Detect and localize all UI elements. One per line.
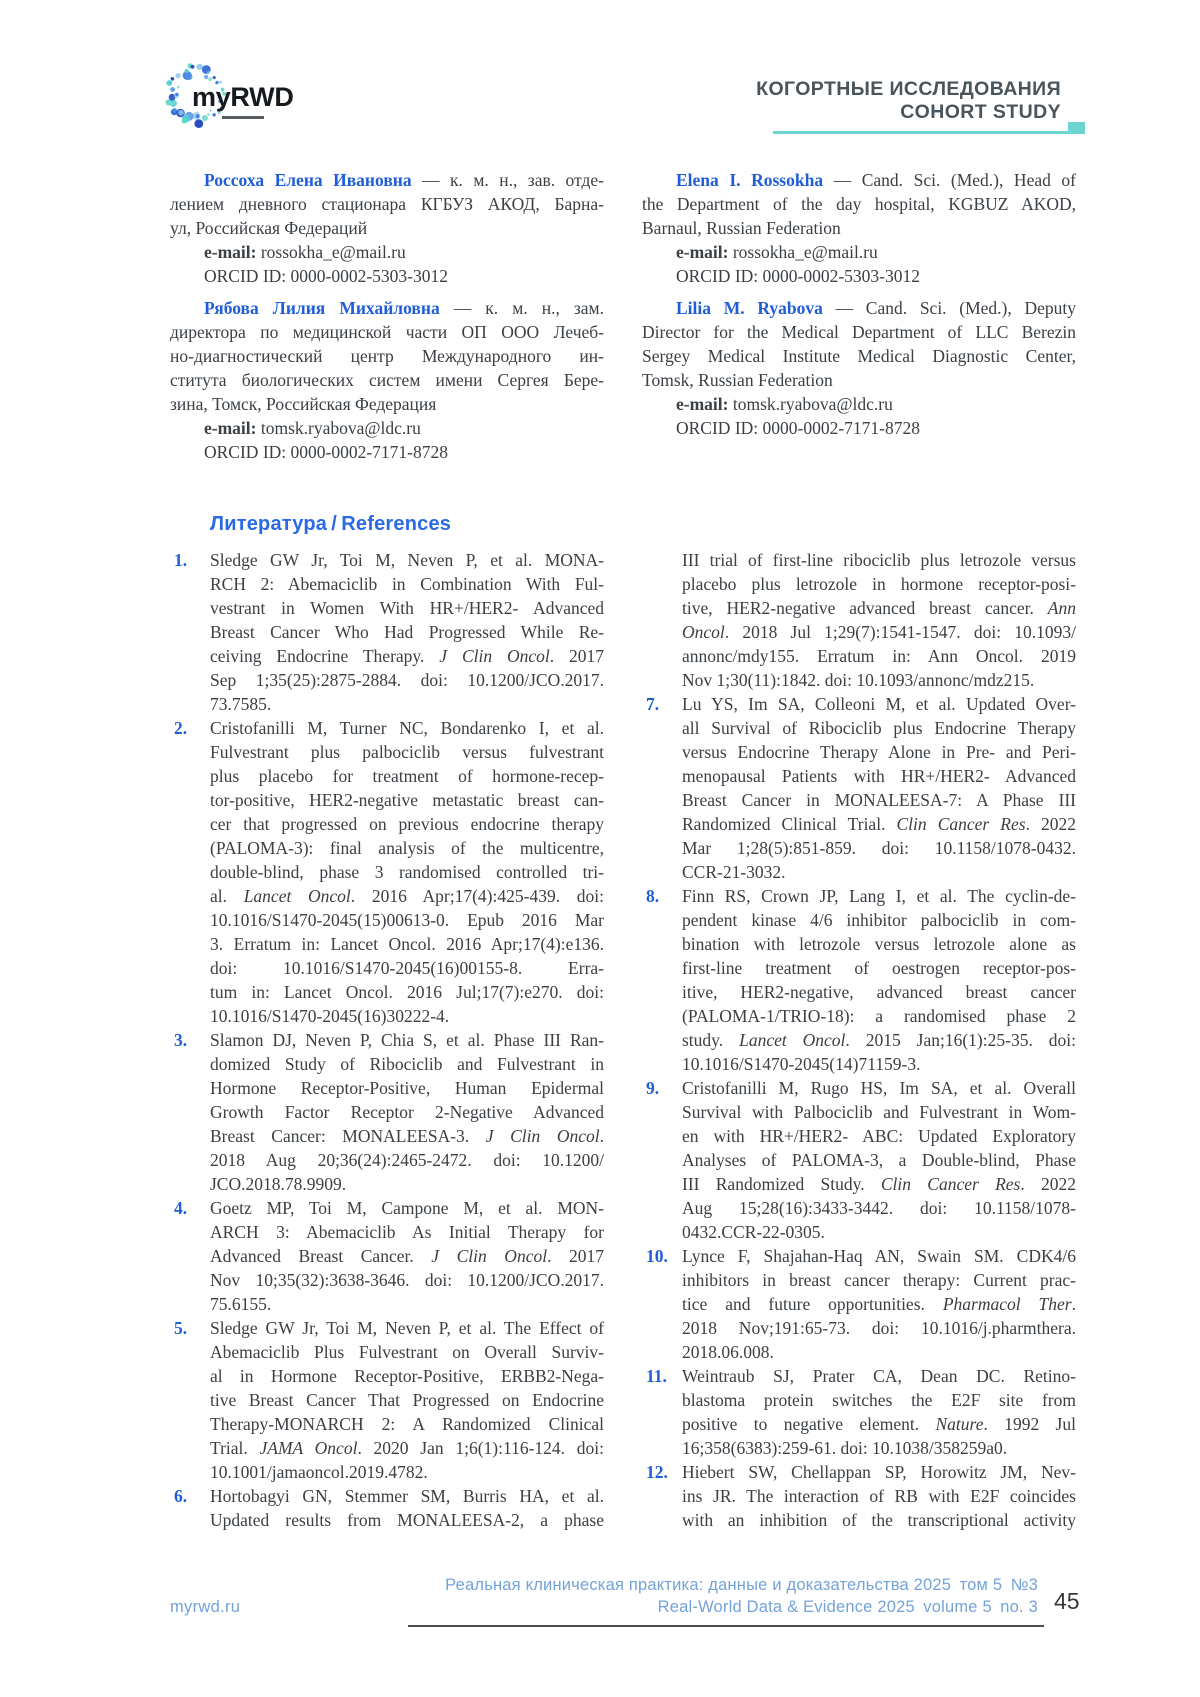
myrwd-logo — [158, 58, 308, 142]
reference-number: 4. — [174, 1198, 188, 1218]
author-line: зина, Томск, Российская Федерация — [170, 394, 437, 414]
reference-item — [642, 1364, 1076, 1460]
reference-item — [170, 1316, 604, 1484]
author-block — [170, 296, 604, 464]
reference-item — [170, 548, 604, 716]
reference-line: III Randomized Study. Clin Cancer Res. 2022 — [682, 1174, 1076, 1194]
reference-line: Sledge GW Jr, Toi M, Neven P, et al. MONA- — [210, 550, 604, 570]
reference-number: 12. — [646, 1462, 668, 1482]
reference-line: inhibitors in breast cancer therapy: Current prac- — [682, 1270, 1076, 1290]
reference-number: 2. — [174, 718, 188, 738]
author-line: ORCID ID: 0000-0002-7171-8728 — [204, 442, 449, 462]
reference-line: 10.1016/S1470-2045(14)71159-3. — [682, 1054, 921, 1074]
reference-line: Survival with Palbociclib and Fulvestrant in Wom- — [682, 1102, 1076, 1122]
author-line: директора по медицинской части ОП ООО Лечеб- — [170, 322, 604, 342]
reference-line: versus Endocrine Therapy Alone in Pre- and Peri- — [682, 742, 1076, 762]
references-list-left — [170, 548, 604, 1532]
author-line: Россоха Елена Ивановна — к. м. н., зав. отде- — [204, 170, 604, 190]
reference-number: 9. — [646, 1078, 660, 1098]
author-line: ORCID ID: 0000-0002-7171-8728 — [676, 418, 921, 438]
reference-item — [642, 884, 1076, 1076]
header-rule — [773, 131, 1085, 134]
reference-line: Mar 1;28(5):851-859. doi: 10.1158/1078-0432. — [682, 838, 1076, 858]
reference-line: itive, HER2-negative, advanced breast cancer — [682, 982, 1076, 1002]
reference-line: with an inhibition of the transcriptional activity — [682, 1510, 1076, 1530]
section-title-en: COHORT STUDY — [900, 101, 1061, 123]
reference-line: Nov 10;35(32):3638-3646. doi: 10.1200/JCO.2017. — [210, 1270, 604, 1290]
author-line: e-mail: tomsk.ryabova@ldc.ru — [676, 394, 893, 414]
reference-line: Breast Cancer: MONALEESA-3. J Clin Oncol. — [210, 1126, 604, 1146]
reference-line: Breast Cancer Who Had Progressed While Re- — [210, 622, 604, 642]
reference-line: en with HR+/HER2- ABC: Updated Exploratory — [682, 1126, 1076, 1146]
reference-line: Advanced Breast Cancer. J Clin Oncol. 2017 — [210, 1246, 604, 1266]
reference-line: 2018 Aug 20;36(24):2465-2472. doi: 10.1200/ — [210, 1150, 604, 1170]
reference-line: Weintraub SJ, Prater CA, Dean DC. Retino- — [682, 1366, 1076, 1386]
reference-line: Sep 1;35(25):2875-2884. doi: 10.1200/JCO.2017. — [210, 670, 604, 690]
reference-line: Breast Cancer in MONALEESA-7: A Phase III — [682, 790, 1076, 810]
reference-line: (PALOMA-3): final analysis of the multicentre, — [210, 838, 604, 858]
author-line: Tomsk, Russian Federation — [642, 370, 833, 390]
reference-line: annonc/mdy155. Erratum in: Ann Oncol. 2019 — [682, 646, 1076, 666]
author-block — [642, 296, 1076, 440]
author-line: Director for the Medical Department of LLC Berezin — [642, 322, 1076, 342]
reference-line: Hormone Receptor-Positive, Human Epidermal — [210, 1078, 604, 1098]
authors-column-ru — [170, 168, 604, 464]
reference-item — [642, 1076, 1076, 1244]
footer-journal-en: Real-World Data & Evidence 2025 volume 5 no. 3 — [657, 1598, 1038, 1616]
footer-site-link[interactable]: myrwd.ru — [170, 1598, 241, 1616]
reference-line: (PALOMA-1/TRIO-18): a randomised phase 2 — [682, 1006, 1076, 1026]
reference-number: 11. — [646, 1366, 667, 1386]
footer-journal-info — [408, 1574, 1044, 1627]
author-line: Sergey Medical Institute Medical Diagnostic Center, — [642, 346, 1076, 366]
reference-line: tum in: Lancet Oncol. 2016 Jul;17(7):e270. doi: — [210, 982, 604, 1002]
reference-number: 7. — [646, 694, 660, 714]
reference-line: Analyses of PALOMA-3, a Double-blind, Phase — [682, 1150, 1076, 1170]
reference-line: vestrant in Women With HR+/HER2- Advanced — [210, 598, 604, 618]
reference-line: tive, HER2-negative advanced breast cancer. Ann — [682, 598, 1076, 618]
reference-number: 3. — [174, 1030, 188, 1050]
reference-line: Therapy-MONARCH 2: A Randomized Clinical — [210, 1414, 604, 1434]
reference-line: blastoma protein switches the E2F site from — [682, 1390, 1076, 1410]
author-block — [642, 168, 1076, 288]
reference-line: all Survival of Ribociclib plus Endocrine Therapy — [682, 718, 1076, 738]
reference-line: tice and future opportunities. Pharmacol Ther. — [682, 1294, 1076, 1314]
reference-line: doi: 10.1016/S1470-2045(16)00155-8. Erra- — [210, 958, 604, 978]
reference-line: 0432.CCR-22-0305. — [682, 1222, 825, 1242]
author-line: e-mail: rossokha_e@mail.ru — [676, 242, 878, 262]
reference-line: Aug 15;28(16):3433-3442. doi: 10.1158/1078- — [682, 1198, 1076, 1218]
reference-line: al in Hormone Receptor-Positive, ERBB2-Nega- — [210, 1366, 604, 1386]
reference-line: Slamon DJ, Neven P, Chia S, et al. Phase III Ran- — [210, 1030, 604, 1050]
reference-line: first-line treatment of oestrogen receptor-pos- — [682, 958, 1076, 978]
reference-line: menopausal Patients with HR+/HER2- Advanced — [682, 766, 1076, 786]
reference-line: Updated results from MONALEESA-2, a phase — [210, 1510, 604, 1530]
reference-line: Nov 1;30(11):1842. doi: 10.1093/annonc/mdz215. — [682, 670, 1035, 690]
author-line: the Department of the day hospital, KGBUZ AKOD, — [642, 194, 1076, 214]
reference-item — [170, 716, 604, 1028]
reference-line: Randomized Clinical Trial. Clin Cancer Res. 2022 — [682, 814, 1076, 834]
reference-item — [170, 1196, 604, 1316]
reference-line: ARCH 3: Abemaciclib As Initial Therapy for — [210, 1222, 604, 1242]
reference-line: 2018.06.008. — [682, 1342, 774, 1362]
reference-line: Goetz MP, Toi M, Campone M, et al. MON- — [210, 1198, 604, 1218]
reference-line: Cristofanilli M, Rugo HS, Im SA, et al. Overall — [682, 1078, 1076, 1098]
references-heading: Литература / References — [210, 513, 452, 535]
reference-line: cer that progressed on previous endocrine therapy — [210, 814, 604, 834]
section-header — [755, 78, 1085, 134]
reference-line: domized Study of Ribociclib and Fulvestrant in — [210, 1054, 604, 1074]
reference-line: 73.7585. — [210, 694, 272, 714]
author-line: e-mail: tomsk.ryabova@ldc.ru — [204, 418, 421, 438]
author-line: лением дневного стационара КГБУЗ АКОД, Барна- — [170, 194, 604, 214]
reference-line: 10.1016/S1470-2045(16)30222-4. — [210, 1006, 450, 1026]
reference-line: Sledge GW Jr, Toi M, Neven P, et al. The Effect of — [210, 1318, 604, 1338]
references-column-right — [642, 548, 1076, 1532]
reference-line: Cristofanilli M, Turner NC, Bondarenko I, et al. — [210, 718, 604, 738]
reference-line: 16;358(6383):259-61. doi: 10.1038/358259a0. — [682, 1438, 1008, 1458]
author-line: Рябова Лилия Михайловна — к. м. н., зам. — [204, 298, 604, 318]
author-line: ORCID ID: 0000-0002-5303-3012 — [676, 266, 921, 286]
reference-line: RCH 2: Abemaciclib in Combination With Ful- — [210, 574, 604, 594]
reference-item — [170, 1484, 604, 1532]
reference-line: placebo plus letrozole in hormone receptor-posi- — [682, 574, 1076, 594]
reference-line: Abemaciclib Plus Fulvestrant on Overall Surviv- — [210, 1342, 604, 1362]
teal-square-icon — [1068, 122, 1085, 131]
reference-item — [642, 548, 1076, 692]
reference-line: 75.6155. — [210, 1294, 272, 1314]
reference-line: ins JR. The interaction of RB with E2F coincides — [682, 1486, 1076, 1506]
reference-line: al. Lancet Oncol. 2016 Apr;17(4):425-439. doi: — [210, 886, 604, 906]
reference-line: plus placebo for treatment of hormone-recep- — [210, 766, 604, 786]
reference-line: JCO.2018.78.9909. — [210, 1174, 347, 1194]
reference-number: 8. — [646, 886, 660, 906]
reference-line: CCR-21-3032. — [682, 862, 786, 882]
reference-line: Trial. JAMA Oncol. 2020 Jan 1;6(1):116-124. doi: — [210, 1438, 604, 1458]
reference-line: Hiebert SW, Chellappan SP, Horowitz JM, Nev- — [682, 1462, 1076, 1482]
author-line: ститута биологических систем имени Сергея Бере- — [170, 370, 604, 390]
author-line: ORCID ID: 0000-0002-5303-3012 — [204, 266, 449, 286]
author-line: ул, Российская Федераций — [170, 218, 368, 238]
reference-number: 1. — [174, 550, 188, 570]
reference-line: 10.1001/jamaoncol.2019.4782. — [210, 1462, 428, 1482]
reference-line: Fulvestrant plus palbociclib versus fulvestrant — [210, 742, 604, 762]
author-line: e-mail: rossokha_e@mail.ru — [204, 242, 406, 262]
page-number: 45 — [1054, 1588, 1080, 1614]
reference-line: 3. Erratum in: Lancet Oncol. 2016 Apr;17(4):e136. — [210, 934, 604, 954]
reference-line: Oncol. 2018 Jul 1;29(7):1541-1547. doi: 10.1093/ — [682, 622, 1076, 642]
reference-line: tor-positive, HER2-negative metastatic breast can- — [210, 790, 604, 810]
reference-item — [642, 1460, 1076, 1532]
footer-journal-ru: Реальная клиническая практика: данные и доказательства 2025 том 5 №3 — [445, 1576, 1038, 1594]
reference-line: Finn RS, Crown JP, Lang I, et al. The cyclin-de- — [682, 886, 1076, 906]
authors-column-en — [642, 168, 1076, 440]
reference-line: double-blind, phase 3 randomised controlled tri- — [210, 862, 604, 882]
references-column-left — [170, 512, 604, 1532]
logo-text: myRWD — [192, 82, 294, 112]
reference-line: bination with letrozole versus letrozole alone as — [682, 934, 1076, 954]
reference-item — [642, 1244, 1076, 1364]
reference-line: positive to negative element. Nature. 1992 Jul — [682, 1414, 1076, 1434]
reference-line: 2018 Nov;191:65-73. doi: 10.1016/j.pharmthera. — [682, 1318, 1076, 1338]
reference-line: pendent kinase 4/6 inhibitor palbociclib in com- — [682, 910, 1076, 930]
reference-line: 10.1016/S1470-2045(15)00613-0. Epub 2016 Mar — [210, 910, 604, 930]
reference-line: Growth Factor Receptor 2-Negative Advanced — [210, 1102, 604, 1122]
reference-item — [642, 692, 1076, 884]
reference-line: Lynce F, Shajahan-Haq AN, Swain SM. CDK4/6 — [682, 1246, 1076, 1266]
author-block — [170, 168, 604, 288]
reference-line: III trial of first-line ribociclib plus letrozole versus — [682, 550, 1076, 570]
author-line: Elena I. Rossokha — Cand. Sci. (Med.), Head of — [676, 170, 1076, 190]
author-line: Barnaul, Russian Federation — [642, 218, 841, 238]
reference-number: 10. — [646, 1246, 668, 1266]
reference-item — [170, 1028, 604, 1196]
author-line: Lilia M. Ryabova — Cand. Sci. (Med.), Deputy — [676, 298, 1076, 318]
reference-line: tive Breast Cancer That Progressed on Endocrine — [210, 1390, 604, 1410]
reference-line: study. Lancet Oncol. 2015 Jan;16(1):25-35. doi: — [682, 1030, 1076, 1050]
logo-tagline — [222, 116, 264, 119]
section-title-ru: КОГОРТНЫЕ ИССЛЕДОВАНИЯ — [756, 78, 1061, 100]
reference-number: 6. — [174, 1486, 188, 1506]
reference-number: 5. — [174, 1318, 188, 1338]
author-line: но-диагностический центр Международного ин- — [170, 346, 604, 366]
reference-line: Hortobagyi GN, Stemmer SM, Burris HA, et al. — [210, 1486, 604, 1506]
reference-line: ceiving Endocrine Therapy. J Clin Oncol. 2017 — [210, 646, 604, 666]
reference-line: Lu YS, Im SA, Colleoni M, et al. Updated Over- — [682, 694, 1076, 714]
